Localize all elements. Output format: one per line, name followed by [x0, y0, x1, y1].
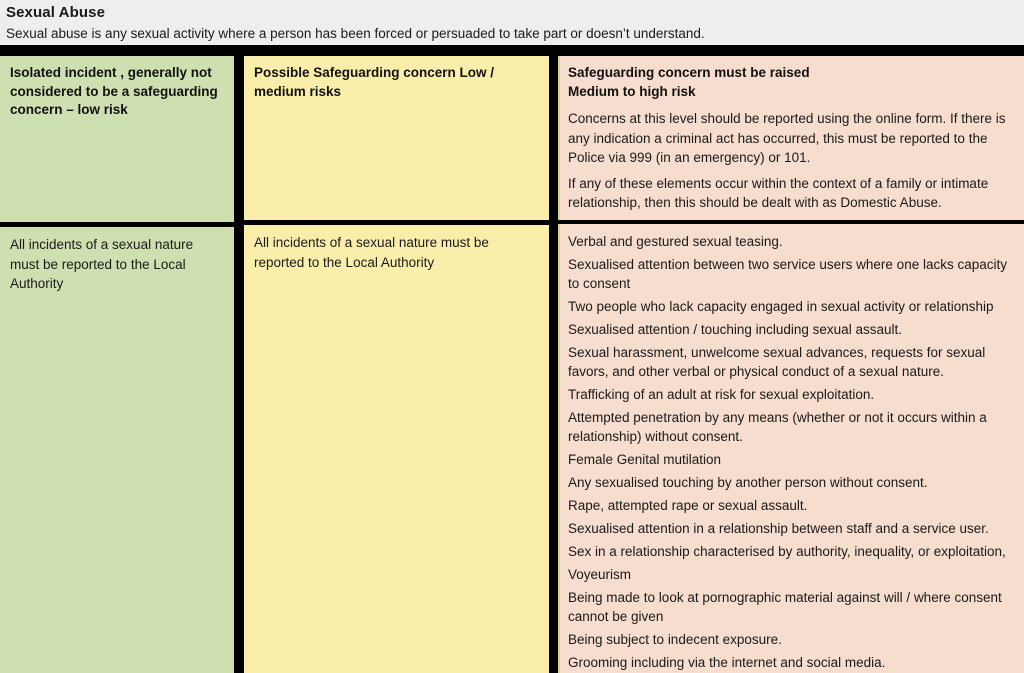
high-risk-heading-cell [558, 56, 1024, 220]
high-risk-indicator-list [568, 232, 1015, 672]
high-risk-heading-line-2: Medium to high risk [568, 83, 696, 99]
list-item: Verbal and gestured sexual teasing. [568, 234, 783, 249]
high-risk-intro-paragraph: Concerns at this level should be reported using the online form. If there is any indication a criminal act has occurred, this must be reported to the Police via 999 (in an emergency) or 101. [568, 111, 1006, 165]
medium-risk-heading-cell [244, 56, 549, 220]
medium-risk-body-cell [244, 225, 549, 673]
list-item: Sexualised attention between two service users where one lacks capacity to consent [568, 257, 1007, 291]
high-risk-intro-paragraph: If any of these elements occur within the context of a family or intimate relationship, then this should be dealt with as Domestic Abuse. [568, 175, 989, 210]
column-low-risk [0, 56, 234, 673]
low-risk-body: All incidents of a sexual nature must be reported to the Local Authority [10, 237, 194, 291]
high-risk-heading-line-1: Safeguarding concern must be raised [568, 65, 810, 80]
heading-spacer [568, 101, 1015, 109]
header-divider [0, 45, 1024, 56]
page-title: Sexual Abuse [6, 4, 106, 21]
list-item: Any sexualised touching by another person without consent. [568, 475, 928, 490]
list-item: Being made to look at pornographic material against will / where consent cannot be given [568, 590, 1002, 624]
low-risk-heading: Isolated incident , generally not considered to be a safeguarding concern – low risk [10, 65, 218, 117]
column-high-risk [558, 56, 1024, 673]
medium-risk-body: All incidents of a sexual nature must be reported to the Local Authority [254, 235, 489, 270]
list-item: Being subject to indecent exposure. [568, 632, 782, 647]
list-item: Sexual harassment, unwelcome sexual advances, requests for sexual favors, and other verbal or physical conduct of a sexual nature. [568, 345, 986, 379]
pink-left-edge [558, 56, 560, 220]
list-item: Rape, attempted rape or sexual assault. [568, 498, 808, 513]
high-risk-intro [568, 109, 1015, 213]
list-item: Sex in a relationship characterised by authority, inequality, or exploitation, [568, 544, 1006, 559]
medium-risk-heading: Possible Safeguarding concern Low / medium risks [254, 65, 495, 99]
column-medium-risk [244, 56, 549, 673]
low-risk-heading-cell [0, 56, 234, 222]
list-item: Sexualised attention / touching including sexual assault. [568, 322, 902, 337]
page-header [0, 0, 1024, 45]
list-item: Attempted penetration by any means (whether or not it occurs within a relationship) without consent. [568, 410, 987, 444]
list-item: Female Genital mutilation [568, 452, 722, 467]
high-risk-body-cell [558, 224, 1024, 673]
pink-left-edge [558, 224, 560, 673]
list-item: Grooming including via the internet and social media. [568, 655, 886, 670]
list-item: Two people who lack capacity engaged in sexual activity or relationship [568, 299, 994, 314]
low-risk-body-cell [0, 227, 234, 673]
list-item: Sexualised attention in a relationship between staff and a service user. [568, 521, 989, 536]
list-item: Trafficking of an adult at risk for sexual exploitation. [568, 387, 875, 402]
page-description: Sexual abuse is any sexual activity where a person has been forced or persuaded to take part or doesn’t understand. [6, 26, 705, 41]
risk-matrix [0, 56, 1024, 673]
list-item: Voyeurism [568, 567, 632, 582]
